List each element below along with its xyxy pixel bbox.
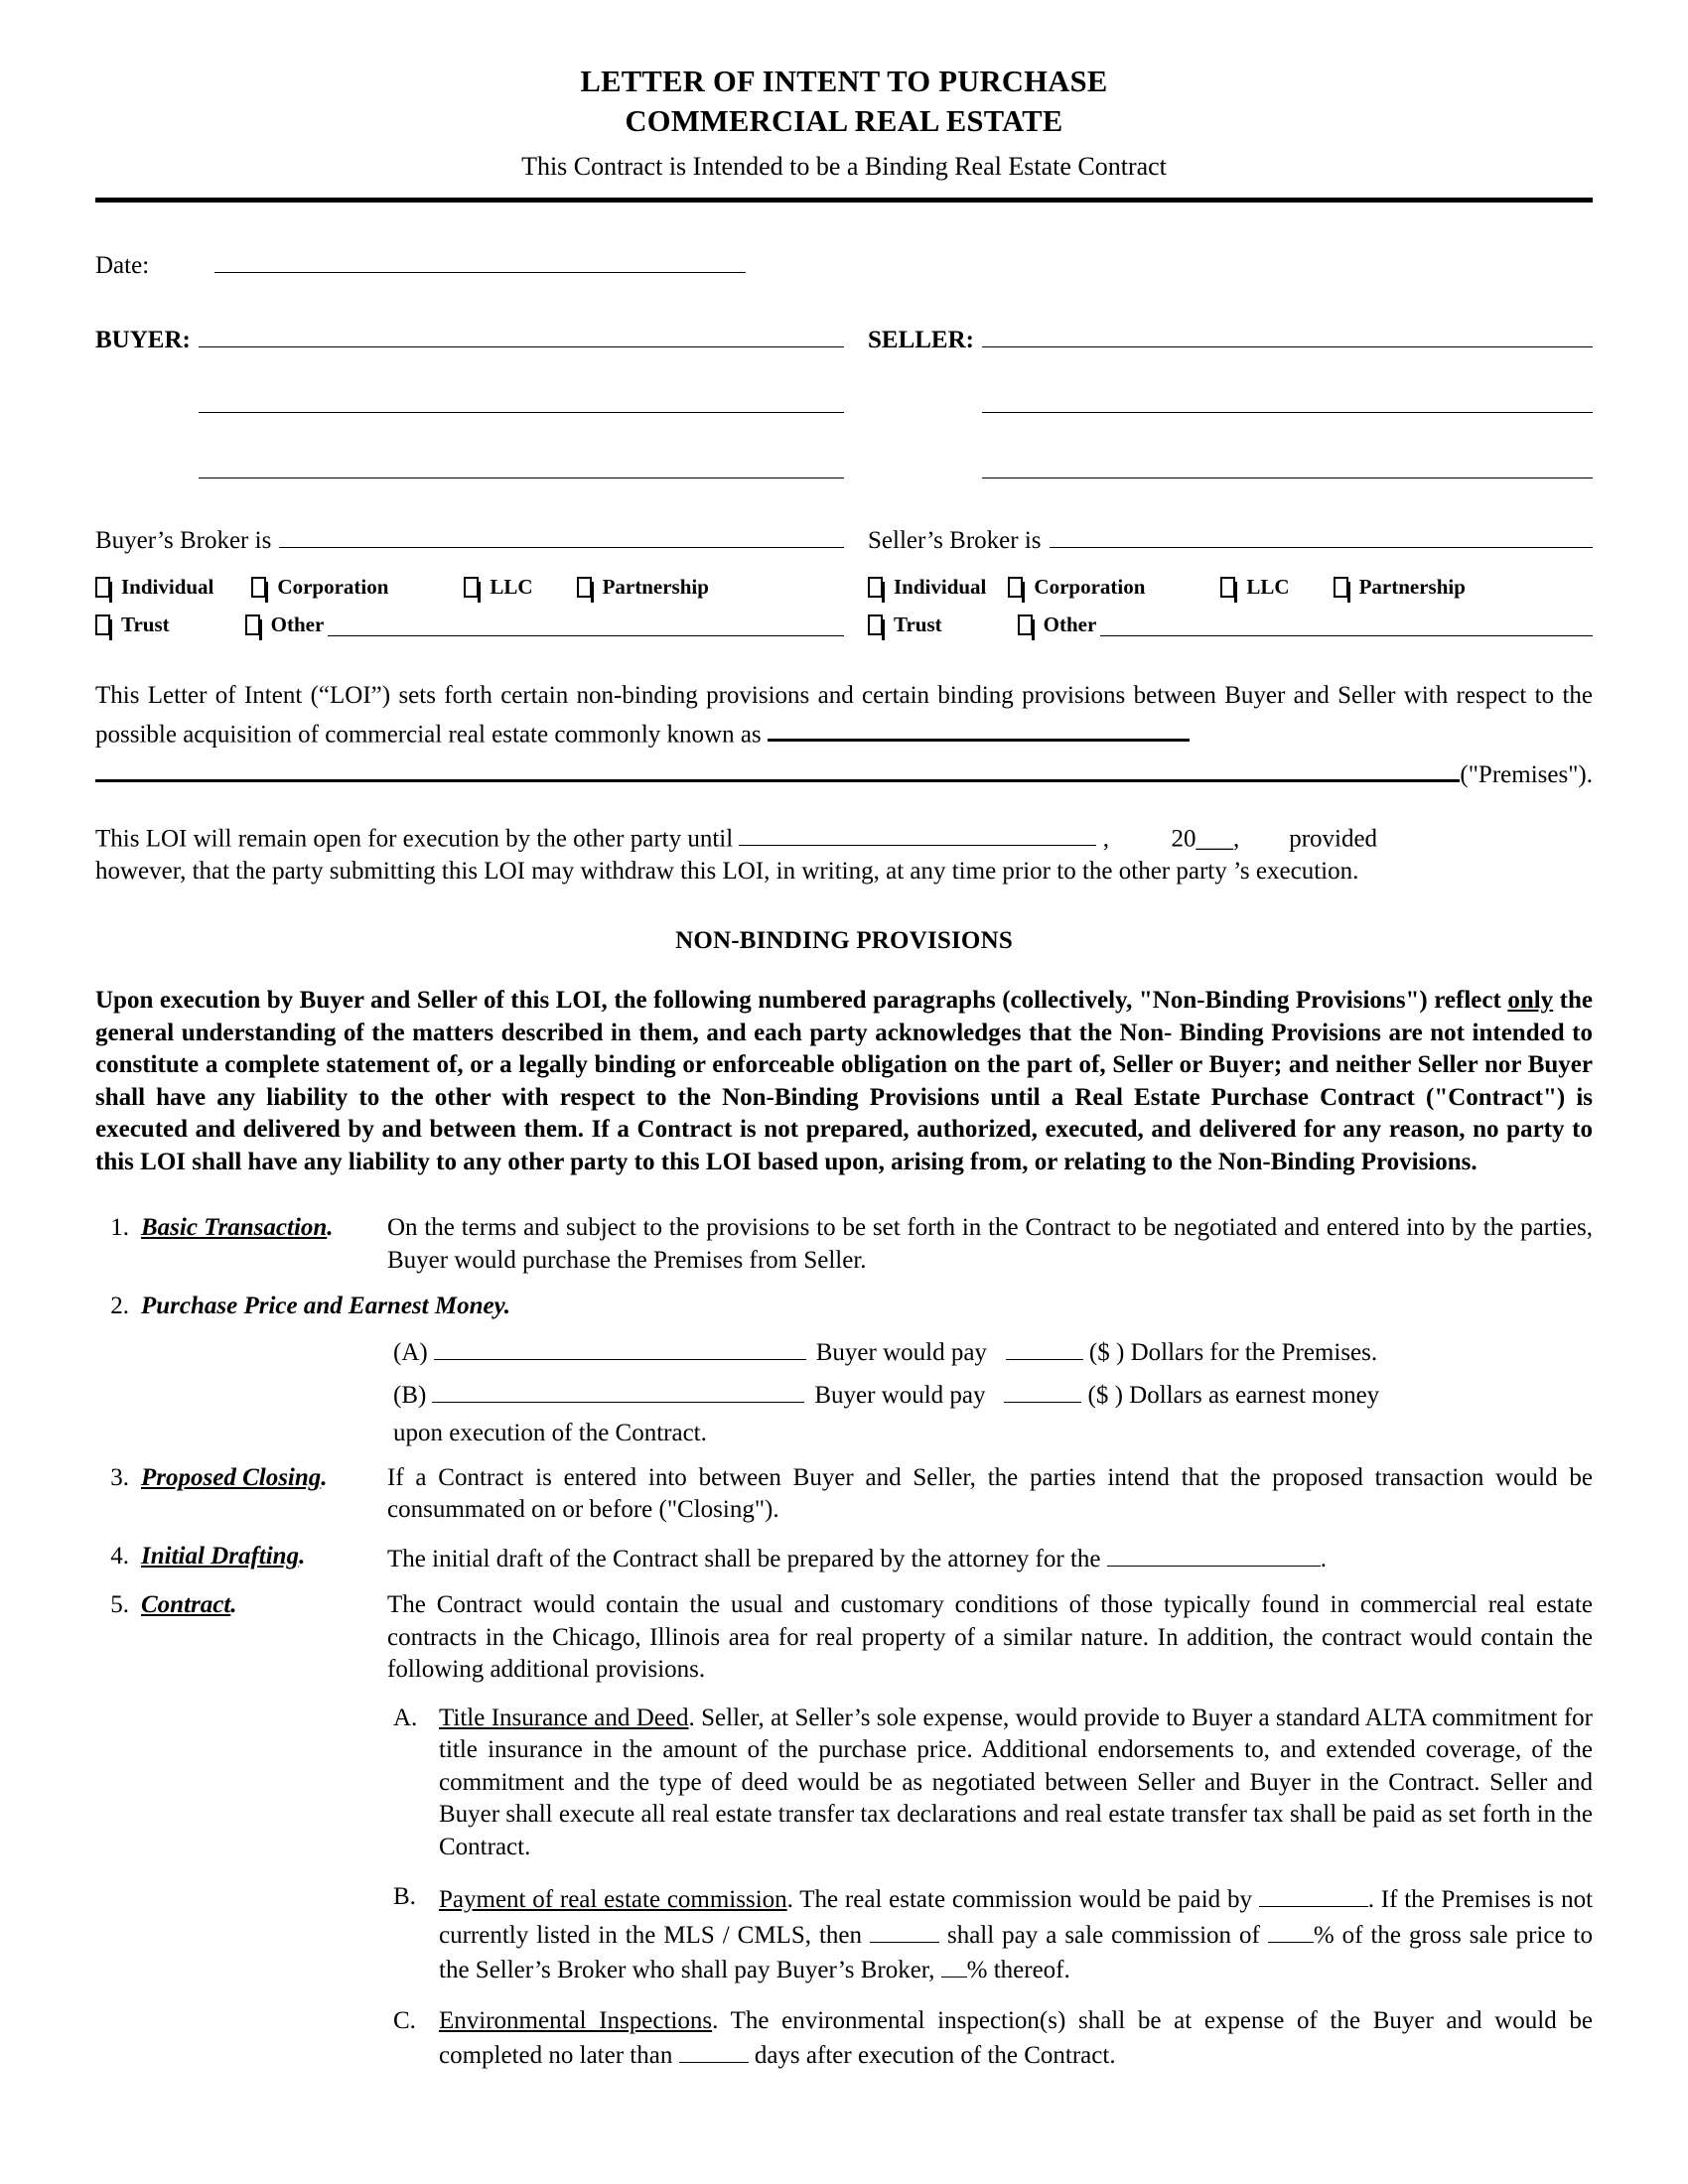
provision-5-subitems xyxy=(393,1703,1593,2073)
sub-c-body xyxy=(439,2005,1593,2073)
sub-b-party-blank[interactable] xyxy=(870,1917,939,1943)
buyer-corporation-label: Corporation xyxy=(277,575,389,600)
sub-a-index: A. xyxy=(393,1704,418,1731)
sub-b-payer-blank[interactable] xyxy=(1259,1881,1368,1907)
seller-checkbox-partnership[interactable] xyxy=(1334,575,1470,600)
provision-3-heading-period: . xyxy=(321,1463,328,1491)
buyer-column xyxy=(95,320,844,485)
seller-column xyxy=(844,320,1593,485)
provision-1-heading-text: Basic Transaction xyxy=(141,1214,328,1242)
date-label: Date: xyxy=(95,252,150,280)
provision-3-heading xyxy=(141,1462,387,1527)
document-subtitle: This Contract is Intended to be a Binding Real Estate Contract xyxy=(521,151,1167,181)
buyer-llc-label: LLC xyxy=(490,575,533,600)
sub-c-heading: Environmental Inspections xyxy=(439,2006,713,2034)
provision-2-heading-period: . xyxy=(503,1293,510,1320)
loi-expiration-paragraph xyxy=(95,819,1593,887)
buyer-address-row-2 xyxy=(95,452,844,485)
non-binding-body-part-b: the general understanding of the matters described in them, and each party acknowledges that the Non- Binding Provisions are not intended to constitute a complete statement of, or a legally binding or enforceable obligation on the part of, Seller or Buyer; and neither Seller nor Buyer shall have any liability to the other with respect to the Non-Binding Provisions until a Real Estate Purchase Contract ("Contract") is executed and delivered by and between them. If a Contract is not prepared, authorized, executed, and delivered for any reason, no party to this LOI shall have any liability to any other party to this LOI based upon, arising from, or relating to the Non-Binding Provisions. xyxy=(95,987,1594,1175)
sub-c-text-b: days after execution of the Contract. xyxy=(754,2042,1116,2070)
sub-c-index: C. xyxy=(393,2006,416,2034)
buyer-name-row xyxy=(95,320,844,353)
provision-2-index: 2. xyxy=(110,1293,129,1320)
provision-3-heading-text: Proposed Closing xyxy=(141,1463,322,1491)
numbered-provisions-list xyxy=(95,1212,1593,2073)
buyer-entity-row-1 xyxy=(95,575,844,600)
premises-name-blank[interactable] xyxy=(768,713,1190,742)
checkbox-icon[interactable] xyxy=(1334,577,1348,598)
buyer-checkbox-individual[interactable] xyxy=(95,575,217,600)
seller-checkbox-other[interactable] xyxy=(1018,613,1101,637)
seller-entity-row-1 xyxy=(868,575,1593,600)
provision-3-body: If a Contract is entered into between Buyer and Seller, the parties intend that the proposed transaction would be consummated on or before ("Closing"). xyxy=(387,1463,1593,1524)
buyer-partnership-label: Partnership xyxy=(602,575,709,600)
seller-corporation-label: Corporation xyxy=(1034,575,1146,600)
page-title xyxy=(95,62,1593,185)
sub-a-mid-text: Buyer would pay xyxy=(815,1338,987,1366)
provision-5-index: 5. xyxy=(110,1591,129,1619)
provision-4-attorney-blank[interactable] xyxy=(1107,1541,1321,1567)
seller-entity-row-2 xyxy=(868,613,1593,637)
seller-individual-label: Individual xyxy=(894,575,987,600)
seller-entity-checkboxes xyxy=(844,575,1593,650)
seller-label: SELLER: xyxy=(868,326,974,353)
buyer-checkbox-corporation[interactable] xyxy=(251,575,392,600)
provision-2-sub-b-continued: upon execution of the Contract. xyxy=(393,1420,707,1447)
entity-type-checkbox-block xyxy=(95,575,1593,650)
seller-broker-blank[interactable] xyxy=(1050,521,1593,548)
buyer-address-row-1 xyxy=(95,386,844,420)
provision-item-2 xyxy=(95,1291,1593,1323)
checkbox-icon[interactable] xyxy=(868,614,883,635)
sub-b-text-d: % of the gross sale price to the Seller’s Broker who shall pay Buyer’s Broker, xyxy=(439,1921,1593,1984)
premises-line xyxy=(95,753,1593,789)
party-block xyxy=(95,320,1593,485)
checkbox-icon[interactable] xyxy=(95,577,110,598)
seller-checkbox-individual[interactable] xyxy=(868,575,990,600)
seller-other-label: Other xyxy=(1043,613,1097,637)
sub-a-numeric-blank[interactable] xyxy=(1006,1333,1083,1360)
sub-a-amount-blank[interactable] xyxy=(434,1333,806,1360)
checkbox-icon[interactable] xyxy=(1008,577,1023,598)
seller-llc-label: LLC xyxy=(1246,575,1290,600)
non-binding-provisions-heading: NON-BINDING PROVISIONS xyxy=(675,927,1013,955)
seller-checkbox-trust[interactable] xyxy=(868,613,946,637)
provision-4-period: . xyxy=(1320,1545,1327,1572)
buyer-other-blank[interactable] xyxy=(328,614,844,636)
sub-b-mid-text: Buyer would pay xyxy=(814,1381,986,1409)
sub-c-text-a: . The environmental inspection(s) shall be at expense of the Buyer and would be completed no later than xyxy=(439,2006,1593,2070)
buyer-name-blank[interactable] xyxy=(199,320,844,346)
loi-intro-paragraph xyxy=(95,680,1593,751)
provision-1-heading-period: . xyxy=(327,1214,334,1242)
non-binding-provisions-body xyxy=(95,985,1593,1178)
seller-address-blank-2[interactable] xyxy=(982,452,1593,478)
buyer-individual-label: Individual xyxy=(121,575,214,600)
provision-1-index: 1. xyxy=(110,1214,129,1242)
sub-a-tail-text: ($ ) Dollars for the Premises. xyxy=(1088,1338,1378,1366)
seller-address-row-1 xyxy=(868,386,1593,420)
provision-4-body xyxy=(387,1541,1593,1576)
buyer-broker-label: Buyer’s Broker is xyxy=(95,527,272,555)
sub-b-text-e: % thereof. xyxy=(966,1957,1070,1984)
buyer-label: BUYER: xyxy=(95,326,191,353)
checkbox-icon[interactable] xyxy=(251,577,266,598)
sub-b-amount-blank[interactable] xyxy=(432,1375,804,1402)
title-line-2: COMMERCIAL REAL ESTATE xyxy=(625,104,1063,139)
seller-name-row xyxy=(868,320,1593,353)
broker-row xyxy=(95,521,1593,555)
provision-4-index: 4. xyxy=(110,1542,129,1570)
provision-5-heading-text: Contract xyxy=(141,1591,231,1619)
premises-tail-label: ("Premises"). xyxy=(1460,760,1593,788)
buyer-trust-label: Trust xyxy=(121,613,170,637)
seller-name-blank[interactable] xyxy=(982,320,1593,346)
seller-partnership-label: Partnership xyxy=(1358,575,1466,600)
premises-blank-2[interactable] xyxy=(95,753,1460,782)
sub-b-text-c: shall pay a sale commission of xyxy=(946,1921,1260,1949)
sub-b-tail-text: ($ ) Dollars as earnest money xyxy=(1087,1381,1380,1409)
checkbox-icon[interactable] xyxy=(1018,614,1033,635)
buyer-checkbox-trust[interactable] xyxy=(95,613,174,637)
buyer-checkbox-partnership[interactable] xyxy=(577,575,713,600)
sub-b-text-b: . If the Premises is not currently listed in the MLS / CMLS, then xyxy=(439,1886,1594,1949)
checkbox-icon[interactable] xyxy=(245,614,260,635)
seller-address-blank-1[interactable] xyxy=(982,386,1593,413)
provision-5-body: The Contract would contain the usual and customary conditions of those typically found in commercial real estate contracts in the Chicago, Illinois area for real property of a similar nature. In addition, the contract would contain the following additional provisions. xyxy=(387,1591,1593,1684)
provision-2-heading xyxy=(141,1291,510,1323)
loi-expiration-comma: , xyxy=(1102,825,1109,853)
date-input-blank[interactable] xyxy=(214,246,746,273)
provision-3-index: 3. xyxy=(110,1463,129,1491)
provision-1-body: On the terms and subject to the provisions to be set forth in the Contract to be negotiated and entered into by the parties, Buyer would purchase the Premises from Seller. xyxy=(387,1214,1593,1274)
non-binding-body-part-a: Upon execution by Buyer and Seller of this LOI, the following numbered paragraphs (collectively, "Non-Binding Provisions") reflect xyxy=(95,987,1508,1015)
provision-5-sub-c xyxy=(393,2005,1593,2073)
sub-b-index: B. xyxy=(393,1883,416,1911)
provision-4-heading-period: . xyxy=(299,1542,306,1570)
buyer-address-blank-1[interactable] xyxy=(199,386,844,413)
buyer-broker-field xyxy=(95,521,844,555)
loi-intro-text: This Letter of Intent (“LOI”) sets forth certain non-binding provisions and certain binding provisions between Buyer and Seller with respect to the possible acquisition of commercial real estate commonly known as xyxy=(95,682,1593,749)
buyer-other-label: Other xyxy=(270,613,325,637)
sub-b-text-a: . The real estate commission would be paid by xyxy=(786,1886,1252,1914)
loi-expiration-text-1: This LOI will remain open for execution by the other party until xyxy=(95,825,734,853)
provision-2-heading-text: Purchase Price and Earnest Money xyxy=(141,1293,504,1320)
buyer-checkbox-llc[interactable] xyxy=(464,575,536,600)
title-line-1: LETTER OF INTENT TO PURCHASE xyxy=(580,65,1108,98)
header-divider xyxy=(95,198,1593,203)
seller-broker-field xyxy=(844,521,1593,555)
checkbox-icon[interactable] xyxy=(577,577,592,598)
loi-expiration-provided: provided xyxy=(1289,825,1378,853)
loi-expiration-year: 20___, xyxy=(1171,825,1240,853)
buyer-entity-row-2 xyxy=(95,613,844,637)
sub-b-numeric-blank[interactable] xyxy=(1004,1375,1081,1402)
provision-item-5 xyxy=(95,1589,1593,1687)
seller-checkbox-llc[interactable] xyxy=(1220,575,1293,600)
seller-checkbox-corporation[interactable] xyxy=(1008,575,1149,600)
sub-c-days-blank[interactable] xyxy=(679,2037,749,2063)
provision-4-heading-text: Initial Drafting xyxy=(141,1542,300,1570)
seller-other-blank[interactable] xyxy=(1100,614,1593,636)
checkbox-icon[interactable] xyxy=(868,577,883,598)
sub-b-tag: (B) xyxy=(393,1381,427,1409)
buyer-broker-blank[interactable] xyxy=(279,521,844,548)
provision-2-sub-a xyxy=(393,1333,1593,1370)
date-row xyxy=(95,246,1593,280)
provision-item-4 xyxy=(95,1541,1593,1576)
provision-5-sub-a xyxy=(393,1703,1593,1864)
buyer-checkbox-other[interactable] xyxy=(245,613,329,637)
sub-b-body xyxy=(439,1881,1593,1987)
sub-b-percent-blank[interactable] xyxy=(1268,1917,1314,1943)
sub-b-thereof-blank[interactable] xyxy=(941,1952,967,1978)
seller-broker-label: Seller’s Broker is xyxy=(868,527,1042,555)
provision-5-heading-period: . xyxy=(230,1591,237,1619)
provision-1-heading xyxy=(141,1212,387,1277)
buyer-address-blank-2[interactable] xyxy=(199,452,844,478)
sub-a-tag: (A) xyxy=(393,1338,428,1366)
provision-item-1 xyxy=(95,1212,1593,1277)
sub-a-heading: Title Insurance and Deed xyxy=(439,1704,689,1731)
provision-5-heading xyxy=(141,1589,387,1687)
provision-2-sub-b xyxy=(393,1375,1593,1412)
sub-a-text: . Seller, at Seller’s sole expense, would provide to Buyer a standard ALTA commitment for title insurance in the amount of the purchase price. Additional endorsements to, and extended coverage, of the commitment and the type of deed would be as negotiated between Seller and Buyer in the Contract. Seller and Buyer shall execute all real estate transfer tax declarations and real estate transfer tax shall be paid as set forth in the Contract. xyxy=(439,1704,1593,1860)
buyer-entity-checkboxes xyxy=(95,575,844,650)
loi-expiration-text-2: however, that the party submitting this LOI may withdraw this LOI, in writing, at any time prior to the other party ’s execution. xyxy=(95,857,1359,885)
non-binding-body-underlined: only xyxy=(1507,987,1554,1015)
checkbox-icon[interactable] xyxy=(464,577,479,598)
checkbox-icon[interactable] xyxy=(1220,577,1235,598)
seller-address-row-2 xyxy=(868,452,1593,485)
provision-item-3 xyxy=(95,1462,1593,1527)
checkbox-icon[interactable] xyxy=(95,614,110,635)
provision-4-body-text: The initial draft of the Contract shall be prepared by the attorney for the xyxy=(387,1545,1101,1572)
sub-a-body xyxy=(439,1703,1593,1864)
provision-4-heading xyxy=(141,1541,387,1576)
seller-trust-label: Trust xyxy=(894,613,942,637)
provision-5-sub-b xyxy=(393,1881,1593,1987)
loi-expiration-date-blank[interactable] xyxy=(739,819,1096,846)
sub-b-heading: Payment of real estate commission xyxy=(439,1886,787,1914)
